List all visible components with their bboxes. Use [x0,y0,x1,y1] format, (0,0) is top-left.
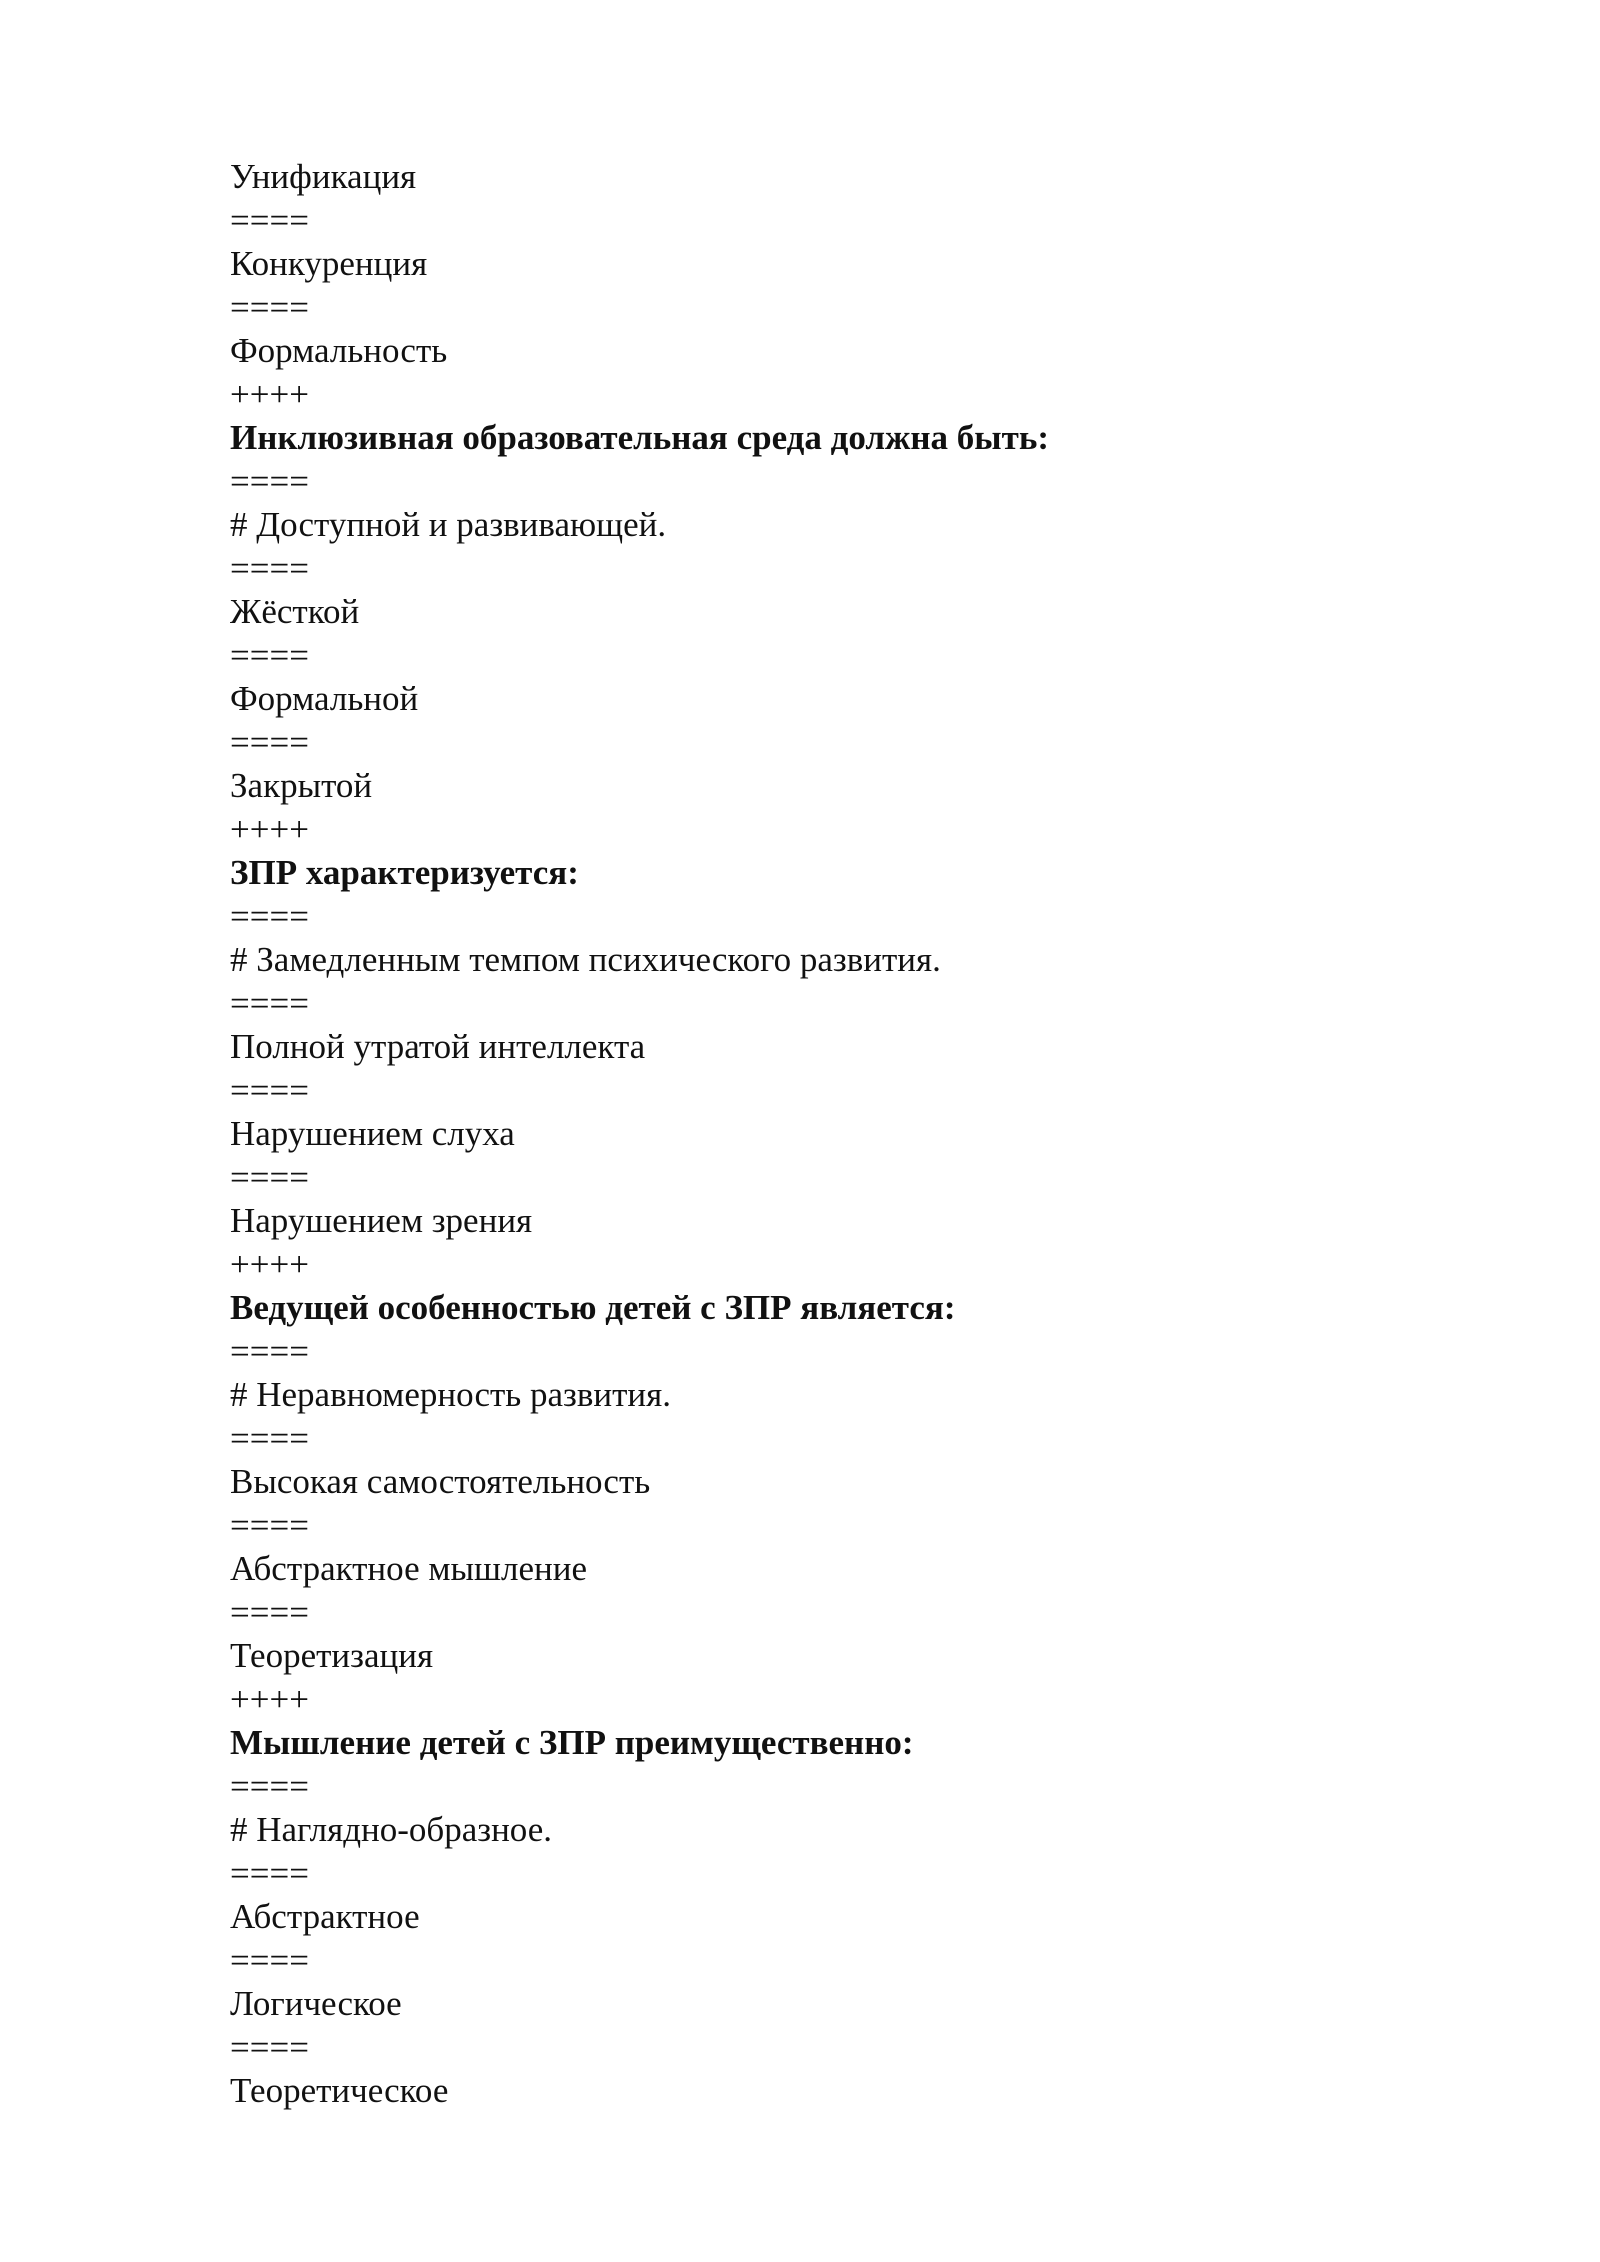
separator-line: ==== [230,287,309,327]
separator-line: ==== [230,2027,309,2067]
answer-option: Полной утратой интеллекта [230,1027,646,1066]
answer-option: Унификация [230,157,417,196]
answer-option: Нарушением слуха [230,1114,515,1153]
answer-option: Закрытой [230,766,373,805]
separator-line: ==== [230,983,309,1023]
answer-option: # Доступной и развивающей. [230,505,667,544]
question-heading: ЗПР характеризуется: [230,853,579,892]
separator-line: ==== [230,635,309,675]
answer-option: Формальной [230,679,419,718]
separator-line: ++++ [230,374,309,414]
separator-line: ==== [230,1766,309,1806]
document-body [230,155,1430,2113]
separator-line: ==== [230,1940,309,1980]
separator-line: ==== [230,461,309,501]
separator-line: ==== [230,722,309,762]
separator-line: ==== [230,1853,309,1893]
answer-option: Конкуренция [230,244,428,283]
separator-line: ++++ [230,809,309,849]
answer-option: Формальность [230,331,448,370]
separator-line: ++++ [230,1244,309,1284]
answer-option: Нарушением зрения [230,1201,533,1240]
answer-option: Абстрактное мышление [230,1549,587,1588]
separator-line: ==== [230,1418,309,1458]
answer-option: # Наглядно-образное. [230,1810,553,1849]
separator-line: ==== [230,1070,309,1110]
answer-option: Логическое [230,1984,402,2023]
answer-option: Теоретическое [230,2071,449,2110]
separator-line: ==== [230,200,309,240]
separator-line: ==== [230,1331,309,1371]
answer-option: # Неравномерность развития. [230,1375,672,1414]
answer-option: Теоретизация [230,1636,434,1675]
separator-line: ==== [230,1592,309,1632]
question-heading: Ведущей особенностью детей с ЗПР является: [230,1288,956,1327]
answer-option: Абстрактное [230,1897,420,1936]
separator-line: ==== [230,1505,309,1545]
answer-option: # Замедленным темпом психического развития. [230,940,941,979]
answer-option: Высокая самостоятельность [230,1462,651,1501]
separator-line: ++++ [230,1679,309,1719]
question-heading: Инклюзивная образовательная среда должна быть: [230,418,1049,457]
separator-line: ==== [230,1157,309,1197]
answer-option: Жёсткой [230,592,360,631]
separator-line: ==== [230,548,309,588]
question-heading: Мышление детей с ЗПР преимущественно: [230,1723,914,1762]
separator-line: ==== [230,896,309,936]
